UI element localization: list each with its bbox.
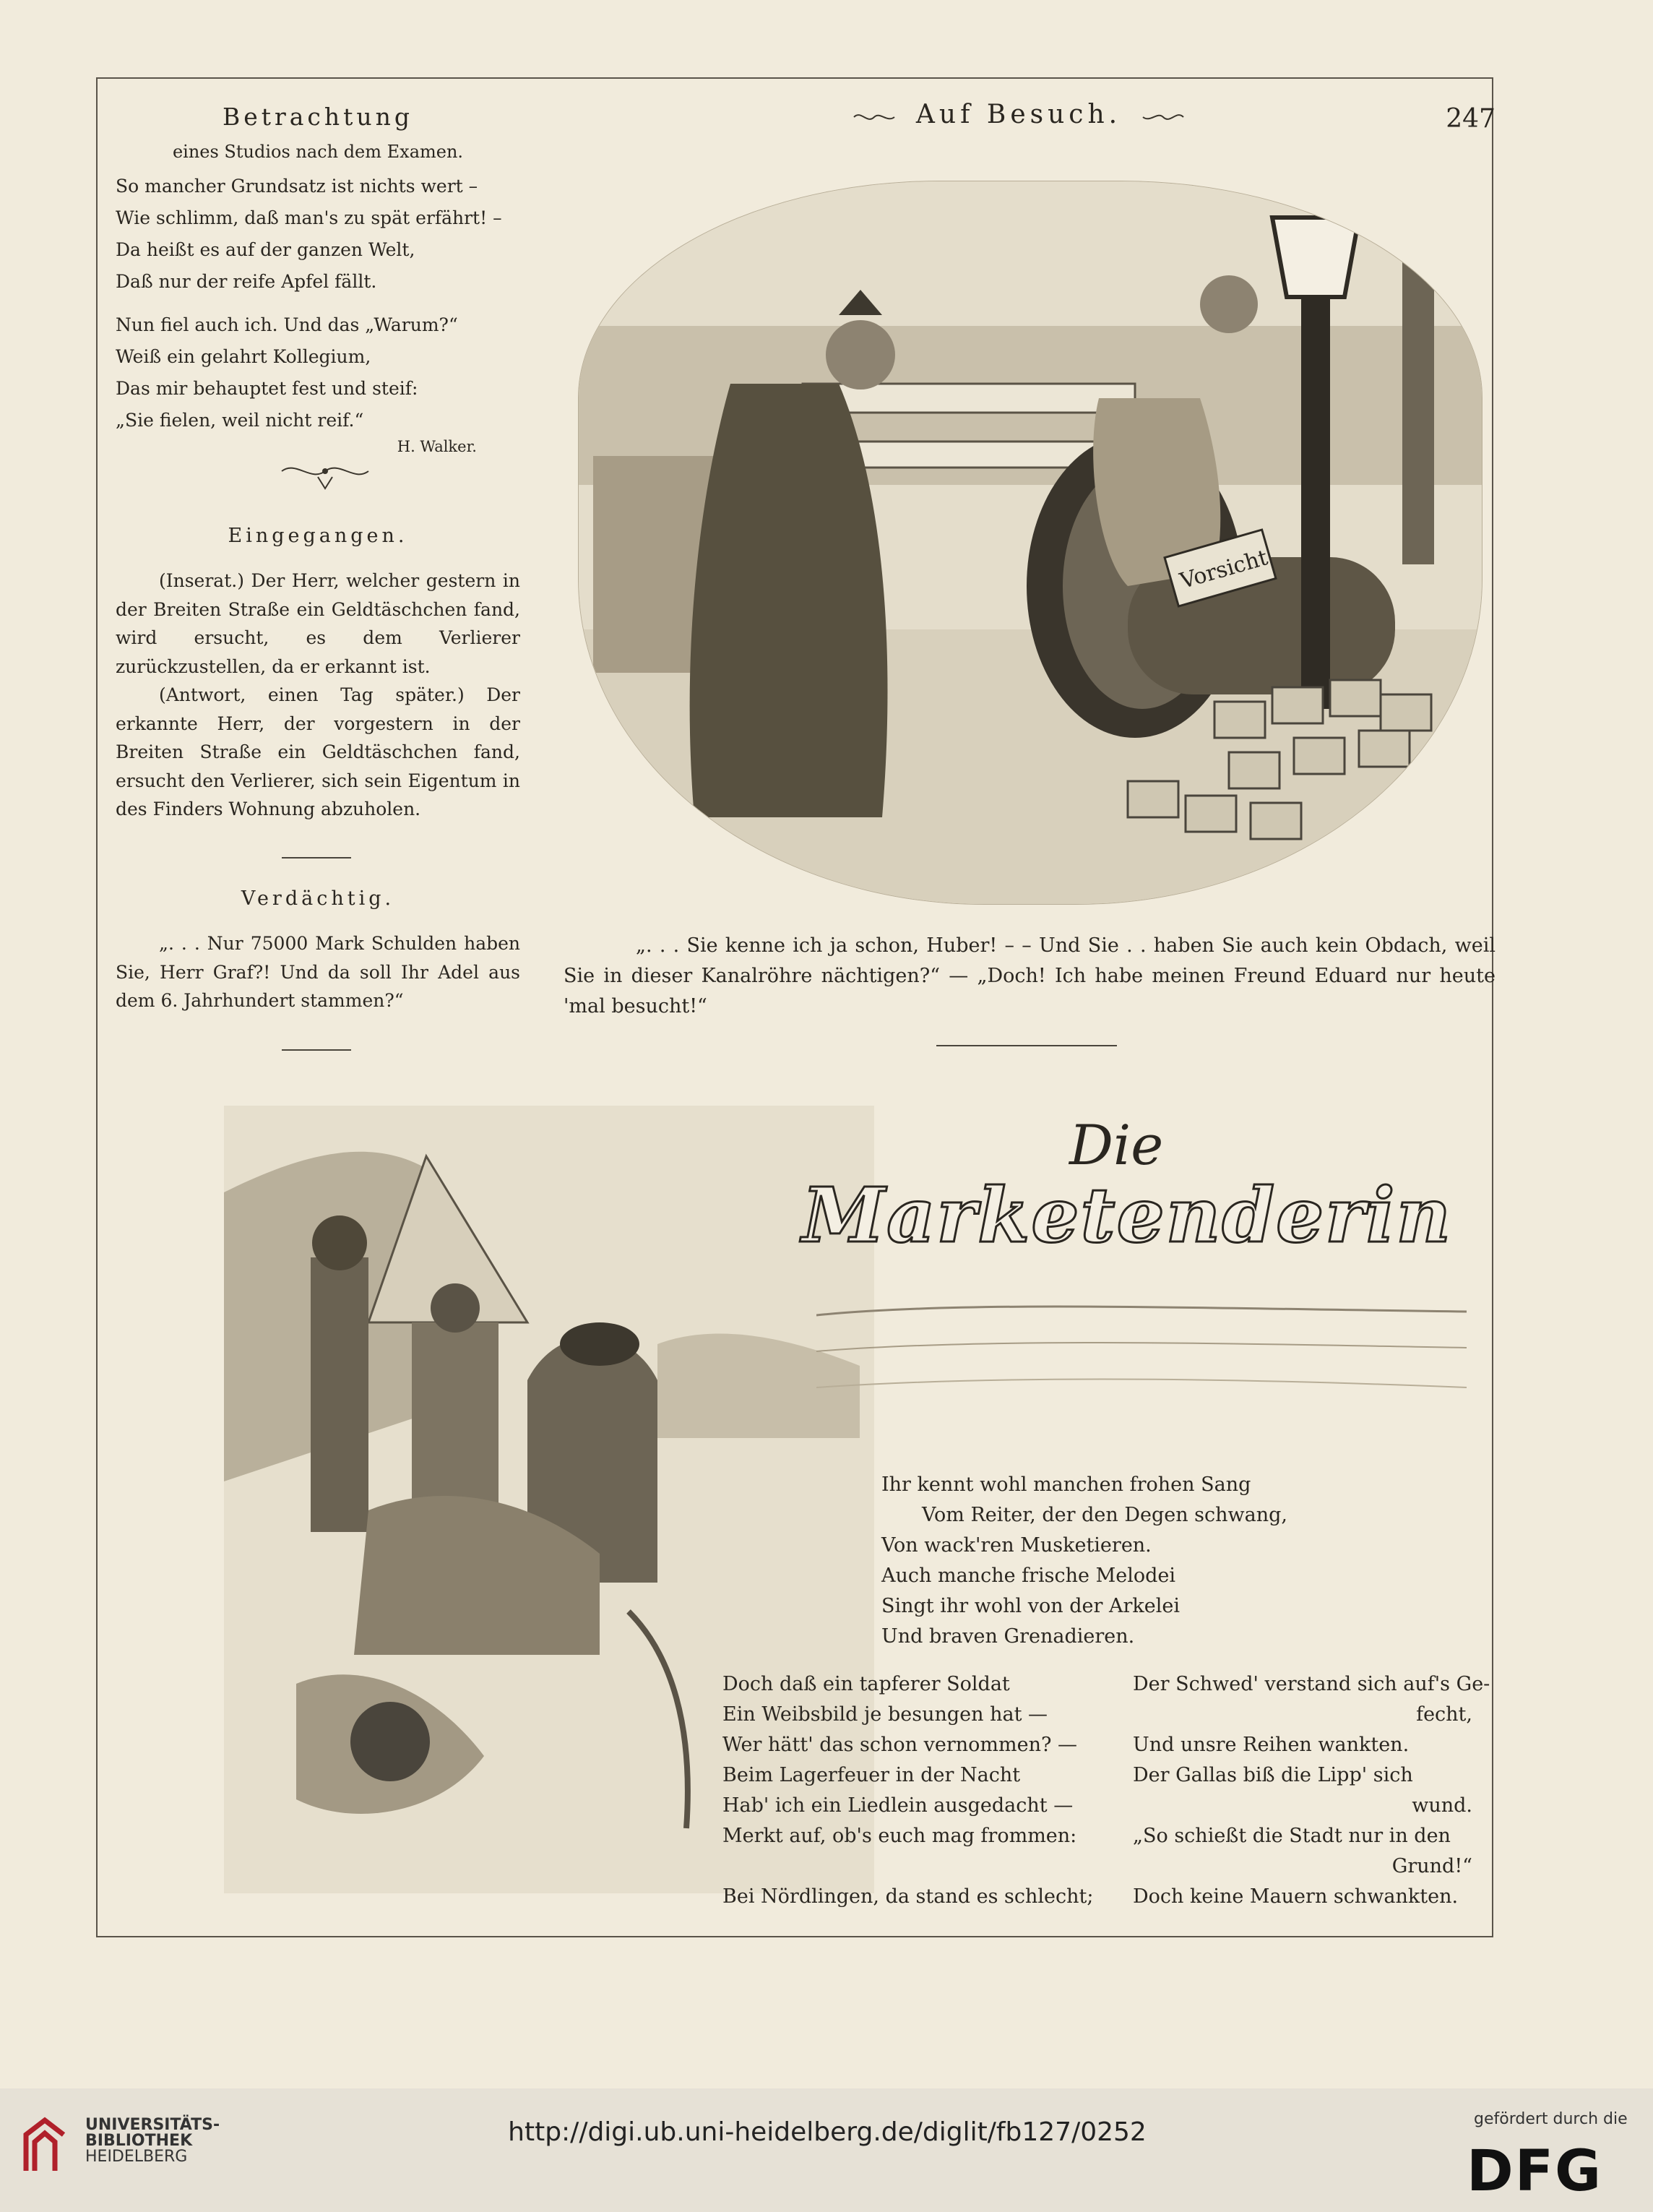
permalink-url[interactable]: http://digi.ub.uni-heidelberg.de/diglit/fb127/0252	[508, 2117, 1147, 2147]
poem-stanza-1	[116, 171, 520, 298]
verse-line: Merkt auf, ob's euch mag frommen:	[722, 1825, 1077, 1847]
eingegangen-paragraph: (Antwort, einen Tag später.) Der erkannte Herr, der vorgestern in der Breiten Straße ein Geldtäschchen fand, ersucht den Verlierer, sich sein Eigentum in des Finders Wohnung abzuholen.	[116, 684, 520, 819]
verse-line: Wer hätt' das schon vernommen? —	[722, 1734, 1078, 1756]
marketenderin-column-right	[1133, 1669, 1490, 1912]
betrachtung-subtitle: eines Studios nach dem Examen.	[172, 142, 464, 162]
verse-line: Vom Reiter, der den Degen schwang,	[922, 1504, 1288, 1526]
verse-line: Grund!“	[1391, 1855, 1472, 1877]
right-flourish-icon	[1141, 110, 1185, 124]
poem-line: Das mir behauptet fest und steif:	[116, 378, 418, 399]
verse-line	[722, 1851, 1127, 1882]
verse-line: wund.	[1412, 1794, 1472, 1817]
verse-line: Singt ihr wohl von der Arkelei	[881, 1595, 1180, 1617]
section-rule	[282, 857, 351, 858]
caption-text: „. . . Sie kenne ich ja schon, Huber! – – Und Sie . . haben Sie auch kein Obdach, weil Sie in dieser Kanalröhre nächtigen?“ — „Doch! Ich habe meinen Freund Eduard nur heute 'mal besucht!“	[564, 934, 1496, 1017]
verse-line: Von wack'ren Musketieren.	[881, 1534, 1152, 1557]
verse-line: Der Gallas biß die Lipp' sich	[1133, 1764, 1413, 1786]
verdaechtig-title: Verdächtig.	[241, 887, 395, 910]
verse-line: Doch daß ein tapferer Soldat	[722, 1673, 1010, 1695]
verse-line: Hab' ich ein Liedlein ausgedacht —	[722, 1794, 1074, 1817]
poem-line: Weiß ein gelahrt Kollegium,	[116, 346, 371, 367]
verse-line: Und unsre Reihen wankten.	[1133, 1734, 1410, 1756]
verse-line: Bei Nördlingen, da stand es schlecht;	[722, 1885, 1094, 1908]
poem-line: So mancher Grundsatz ist nichts wert –	[116, 176, 478, 197]
library-name-line: HEIDELBERG	[85, 2148, 188, 2166]
verse-line: Ein Weibsbild je besungen hat —	[722, 1703, 1048, 1726]
verse-line: Und braven Grenadieren.	[881, 1625, 1135, 1648]
verse-line: Beim Lagerfeuer in der Nacht	[722, 1764, 1021, 1786]
library-name	[85, 2117, 220, 2165]
funded-by-label: gefördert durch die	[1474, 2110, 1628, 2128]
poem-line: Nun fiel auch ich. Und das „Warum?“	[116, 314, 458, 335]
section-rule	[282, 1049, 351, 1051]
verse-line: Doch keine Mauern schwankten.	[1133, 1885, 1459, 1908]
poem-line: „Sie fielen, weil nicht reif.“	[116, 410, 364, 431]
marketenderin-intro	[881, 1470, 1387, 1652]
eingegangen-paragraph: (Inserat.) Der Herr, welcher gestern in der Breiten Straße ein Geldtäschchen fand, wird ersucht, es dem Verlierer zurückzustellen, da er erkannt ist.	[116, 570, 520, 677]
illustration-visit-sewer-pipe	[578, 181, 1482, 905]
verse-line: Der Schwed' verstand sich auf's Ge-	[1133, 1673, 1490, 1695]
verdaechtig-paragraph: „. . . Nur 75000 Mark Schulden haben Sie, Herr Graf?! Und da soll Ihr Adel aus dem 6. Jahrhundert stammen?“	[116, 933, 520, 1011]
poem-line: Daß nur der reife Apfel fällt.	[116, 271, 377, 292]
marketenderin-title: Marketenderin	[802, 1171, 1453, 1260]
eingegangen-text	[116, 567, 520, 824]
dfg-logo: DFG	[1467, 2139, 1603, 2204]
poem-line: Da heißt es auf der ganzen Welt,	[116, 239, 415, 260]
verse-line: „So schießt die Stadt nur in den	[1133, 1825, 1451, 1847]
warning-sign-text: Vorsicht	[1177, 545, 1271, 595]
library-name-line: UNIVERSITÄTS-	[85, 2116, 220, 2134]
verse-line: fecht,	[1416, 1703, 1472, 1726]
eingegangen-title: Eingegangen.	[228, 525, 408, 547]
page-number: 247	[1446, 104, 1496, 134]
betrachtung-title: Betrachtung	[222, 103, 414, 131]
marketenderin-column-left	[722, 1669, 1127, 1912]
page-header-title: Auf Besuch.	[915, 100, 1122, 129]
poem-signature: H. Walker.	[397, 438, 477, 455]
section-rule	[936, 1045, 1117, 1046]
illustration-caption	[564, 931, 1496, 1022]
library-logo-icon	[19, 2113, 71, 2179]
verse-line: Ihr kennt wohl manchen frohen Sang	[881, 1473, 1251, 1496]
poem-stanza-2	[116, 309, 520, 436]
marketenderin-title-die: Die	[1069, 1113, 1164, 1177]
verse-line: Auch manche frische Melodei	[881, 1565, 1176, 1587]
digitization-footer	[0, 2088, 1653, 2212]
poem-line: Wie schlimm, daß man's zu spät erfährt! –	[116, 207, 502, 228]
verdaechtig-text	[116, 929, 520, 1015]
library-name-line: BIBLIOTHEK	[85, 2132, 193, 2150]
ornament-divider-icon	[275, 457, 376, 493]
